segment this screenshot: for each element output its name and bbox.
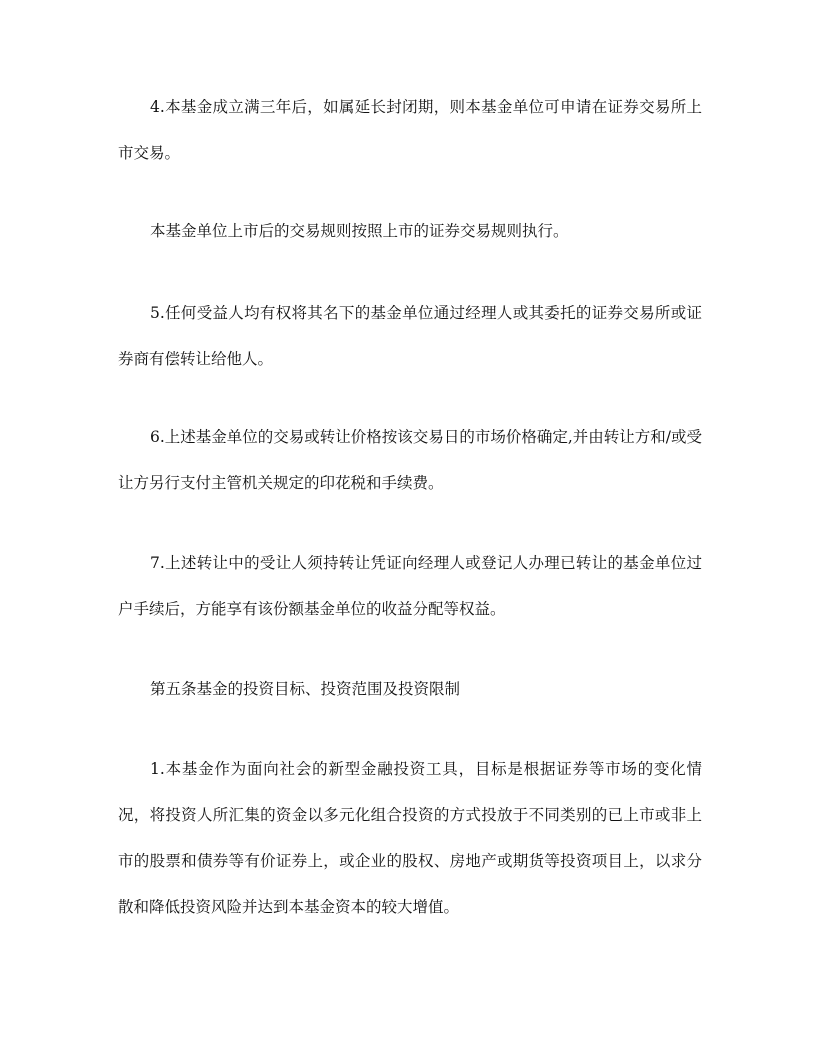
- paragraph-item-5-transfer: 5.任何受益人均有权将其名下的基金单位通过经理人或其委托的证券交易所或证券商有偿转让给他人。: [118, 304, 702, 368]
- paragraph-item-7-registration: 7.上述转让中的受让人须持转让凭证向经理人或登记人办理已转让的基金单位过户手续后，方能享有该份额基金单位的收益分配等权益。: [118, 554, 702, 618]
- paragraph-trading-rules: 本基金单位上市后的交易规则按照上市的证券交易规则执行。: [150, 222, 569, 240]
- paragraph-item-4-listing: 4.本基金成立满三年后，如属延长封闭期，则本基金单位可申请在证券交易所上市交易。: [118, 98, 702, 162]
- paragraph-investment-objective: 1.本基金作为面向社会的新型金融投资工具，目标是根据证券等市场的变化情况，将投资人所汇集的资金以多元化组合投资的方式投放于不同类别的已上市或非上市的股票和债券等有价证券上，或企业的股权、房地产或期货等投资项目上，以求分散和降低投资风险并达到本基金资本的较大增值。: [118, 760, 702, 916]
- section-heading-article-5: 第五条基金的投资目标、投资范围及投资限制: [150, 680, 461, 698]
- paragraph-item-6-price: 6.上述基金单位的交易或转让价格按该交易日的市场价格确定,并由转让方和/或受让方另行支付主管机关规定的印花税和手续费。: [118, 428, 702, 492]
